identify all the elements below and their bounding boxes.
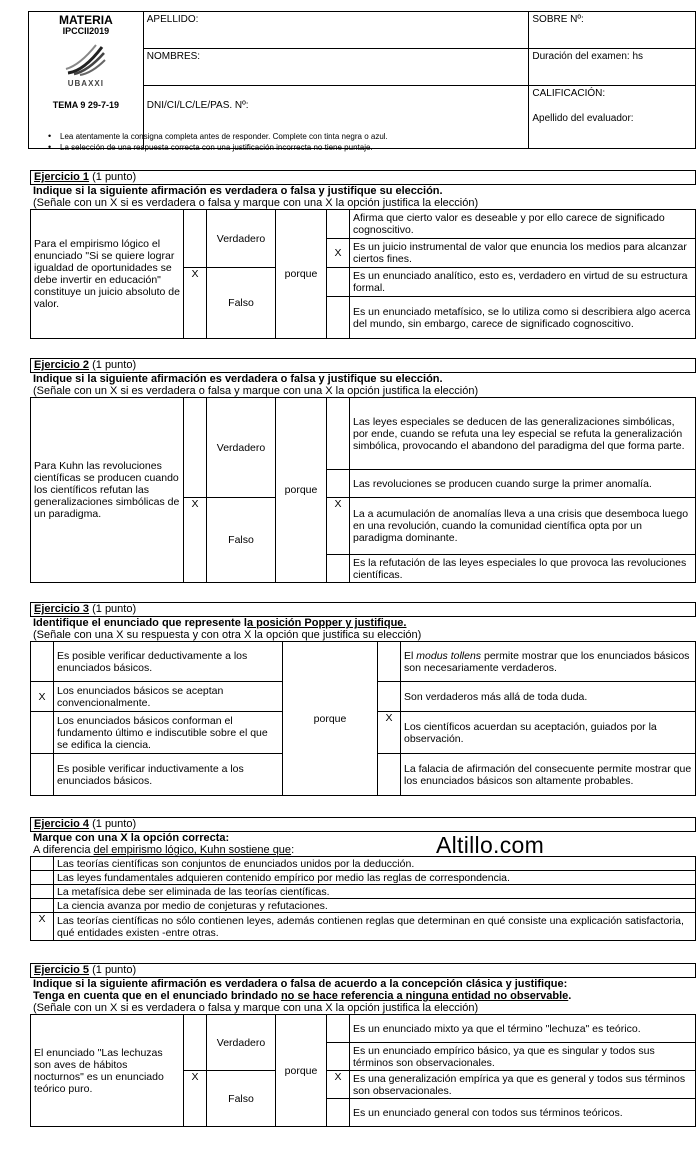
watermark: Altillo.com — [436, 832, 545, 858]
envelope-field[interactable]: SOBRE Nº: — [529, 12, 696, 49]
option-mark-box[interactable] — [327, 555, 350, 583]
option-mark-box[interactable] — [327, 297, 350, 339]
false-mark-box[interactable]: X — [184, 268, 207, 339]
statement-cell: Para Kuhn las revoluciones científicas se producen cuando los científicos refutan las generalizaciones simbólicas de un paradigma. — [31, 398, 184, 583]
exam-header — [28, 11, 696, 149]
option-text: Las leyes especiales se deducen de las generalizaciones simbólicas, por ende, cuando se refuta una ley especial se refuta la generalización simbólica, provocando el abandono del paradigma del que forma parte. — [350, 398, 696, 470]
statement-mark-box[interactable]: X — [31, 682, 54, 712]
because-label: porque — [283, 642, 378, 796]
true-mark-box[interactable] — [184, 1015, 207, 1071]
exercise-note: (Señale con un X si es verdadera o falsa y marque con una X la opción justifica la elección) — [33, 1002, 479, 1014]
answer-table — [30, 1014, 696, 1127]
subject-label: MATERIA — [58, 13, 113, 27]
false-label: Falso — [207, 498, 276, 583]
option-text: Es un juicio instrumental de valor que enuncia los medios para alcanzar ciertos fines. — [350, 239, 696, 268]
answer-table — [30, 641, 696, 796]
grade-field[interactable] — [529, 86, 696, 149]
option-text: Es un enunciado mixto ya que el término "lechuza" es teórico. — [350, 1015, 696, 1043]
exercise-note: A diferencia del empirismo lógico, Kuhn sostiene que: — [33, 844, 295, 856]
option-text: Es un enunciado empírico básico, ya que es singular y todos sus términos son observacionales. — [350, 1043, 696, 1071]
exercise-1 — [30, 170, 696, 339]
document-number-field[interactable]: DNI/CI/LC/LE/PAS. Nº: — [143, 86, 529, 149]
reason-mark-box[interactable]: X — [378, 712, 401, 754]
option-mark-box[interactable] — [327, 398, 350, 470]
exercise-note: (Señale con un X si es verdadera o falsa y marque con una X la opción justifica la elección) — [33, 385, 479, 397]
option-mark-box[interactable]: X — [327, 498, 350, 555]
exercise-instruction: Indique si la siguiente afirmación es verdadera o falsa y justifique su elección. — [33, 185, 443, 197]
subject-cell — [29, 12, 144, 149]
statement-option: Es posible verificar deductivamente a los enunciados básicos. — [54, 642, 283, 682]
exercise-instruction: Indique si la siguiente afirmación es verdadera o falsa de acuerdo a la concepción clásica y justifique: — [33, 978, 568, 990]
option-text: La ciencia avanza por medio de conjeturas y refutaciones. — [54, 899, 696, 913]
option-mark-box[interactable] — [31, 871, 54, 885]
option-text: Afirma que cierto valor es deseable y por ello carece de significado cognoscitivo. — [350, 210, 696, 239]
true-label: Verdadero — [207, 1015, 276, 1071]
reason-mark-box[interactable] — [378, 642, 401, 682]
exercise-2 — [30, 358, 696, 583]
grade-label: CALIFICACIÓN: — [532, 88, 606, 99]
reason-mark-box[interactable] — [378, 754, 401, 796]
instructions-list — [60, 131, 388, 153]
instruction-item: • La selección de una respuesta correcta con una justificación incorrecta no tiene puntaje. — [60, 142, 388, 153]
option-text: Las teorías científicas no sólo contienen leyes, además contienen reglas que determinan en qué consiste una explicación satisfactoria, qué entidades existen -entre otras. — [54, 913, 696, 941]
option-text: Es un enunciado general con todos sus términos teóricos. — [350, 1099, 696, 1127]
statement-mark-box[interactable] — [31, 712, 54, 754]
names-field[interactable]: NOMBRES: — [143, 49, 529, 86]
false-mark-box[interactable]: X — [184, 498, 207, 583]
exercise-title: Ejercicio 5 (1 punto) — [30, 963, 696, 978]
exercise-5 — [30, 963, 696, 1127]
exercise-instruction: Identifique el enunciado que represente la posición Popper y justifique. — [33, 617, 407, 629]
statement-option: Es posible verificar inductivamente a los enunciados básicos. — [54, 754, 283, 796]
option-mark-box[interactable] — [327, 210, 350, 239]
false-mark-box[interactable]: X — [184, 1071, 207, 1127]
exercise-title: Ejercicio 4 (1 punto) — [30, 817, 696, 832]
option-mark-box[interactable] — [327, 1043, 350, 1071]
option-mark-box[interactable] — [327, 470, 350, 498]
logo-text: UBAXXI — [67, 79, 104, 88]
option-mark-box[interactable]: X — [31, 913, 54, 941]
exercise-hint: Tenga en cuenta que en el enunciado brindado no se hace referencia a ninguna entidad no observable. — [33, 990, 572, 1002]
option-text: Es un enunciado metafísico, se lo utiliza como si describiera algo acerca del mundo, sin embargo, carece de significado cognoscitivo. — [350, 297, 696, 339]
because-label: porque — [276, 1015, 327, 1127]
option-text: Es una generalización empírica ya que es general y todos sus términos son observacionales. — [350, 1071, 696, 1099]
option-text: Las revoluciones se producen cuando surge la primer anomalía. — [350, 470, 696, 498]
reason-option: Son verdaderos más allá de toda duda. — [401, 682, 696, 712]
reason-mark-box[interactable] — [378, 682, 401, 712]
subject-code: IPCCII2019 — [62, 26, 110, 36]
option-mark-box[interactable] — [31, 899, 54, 913]
option-mark-box[interactable]: X — [327, 239, 350, 268]
option-text: Es la refutación de las leyes especiales lo que provoca las revoluciones científicas. — [350, 555, 696, 583]
option-mark-box[interactable] — [327, 1099, 350, 1127]
option-mark-box[interactable] — [31, 857, 54, 871]
evaluator-label: Apellido del evaluador: — [532, 113, 634, 124]
statement-cell: Para el empirismo lógico el enunciado "Si se quiere lograr igualdad de oportunidades se debe invertir en educación" constituye un juicio absoluto de valor. — [31, 210, 184, 339]
reason-option: La falacia de afirmación del consecuente permite mostrar que los enunciados básicos son altamente probables. — [401, 754, 696, 796]
option-mark-box[interactable] — [327, 1015, 350, 1043]
reason-option: Los científicos acuerdan su aceptación, guiados por la observación. — [401, 712, 696, 754]
true-label: Verdadero — [207, 210, 276, 268]
true-label: Verdadero — [207, 398, 276, 498]
statement-option: Los enunciados básicos conforman el fundamento último e indiscutible sobre el que se edifica la ciencia. — [54, 712, 283, 754]
statement-mark-box[interactable] — [31, 754, 54, 796]
statement-cell: El enunciado "Las lechuzas son aves de hábitos nocturnos" es un enunciado teórico puro. — [31, 1015, 184, 1127]
exercise-3 — [30, 602, 696, 796]
exercise-title: Ejercicio 1 (1 punto) — [30, 170, 696, 185]
exercise-note: (Señale con una X su respuesta y con otra X la opción que justifica su elección) — [33, 629, 422, 641]
exercise-note: (Señale con un X si es verdadera o falsa y marque con una X la opción justifica la elección) — [33, 197, 479, 209]
duration-field[interactable]: Duración del examen: hs — [529, 49, 696, 86]
exercise-instruction: Indique si la siguiente afirmación es verdadera o falsa y justifique su elección. — [33, 373, 443, 385]
option-text: Es un enunciado analítico, esto es, verdadero en virtud de su estructura formal. — [350, 268, 696, 297]
exercise-title: Ejercicio 2 (1 punto) — [30, 358, 696, 373]
option-text: Las leyes fundamentales adquieren contenido empírico por medio las reglas de correspondencia. — [54, 871, 696, 885]
option-text: La a acumulación de anomalías lleva a una crisis que desemboca luego en una revolución, cuando la comunidad científica opta por un paradigma dominante. — [350, 498, 696, 555]
exam-theme: TEMA 9 29-7-19 — [52, 100, 119, 110]
true-mark-box[interactable] — [184, 210, 207, 268]
option-text: La metafísica debe ser eliminada de las teorías científicas. — [54, 885, 696, 899]
option-mark-box[interactable]: X — [327, 1071, 350, 1099]
surname-field[interactable]: APELLIDO: — [143, 12, 529, 49]
because-label: porque — [276, 210, 327, 339]
instruction-item: • Lea atentamente la consigna completa antes de responder. Complete con tinta negra o azul. — [60, 131, 388, 142]
false-label: Falso — [207, 268, 276, 339]
exercise-title: Ejercicio 3 (1 punto) — [30, 602, 696, 617]
modus-tollens-term: modus tollens — [416, 649, 482, 662]
option-mark-box[interactable] — [31, 885, 54, 899]
exercise-4 — [30, 817, 696, 941]
because-label: porque — [276, 398, 327, 583]
option-text: Las teorías científicas son conjuntos de enunciados unidos por la deducción. — [54, 857, 696, 871]
answer-table — [30, 856, 696, 941]
statement-mark-box[interactable] — [31, 642, 54, 682]
false-label: Falso — [207, 1071, 276, 1127]
option-mark-box[interactable] — [327, 268, 350, 297]
true-mark-box[interactable] — [184, 398, 207, 498]
answer-table — [30, 209, 696, 339]
ubaxxi-logo-icon — [64, 43, 108, 77]
exercise-instruction: Marque con una X la opción correcta: — [33, 832, 230, 844]
answer-table — [30, 397, 696, 583]
reason-option: El modus tollens permite mostrar que los enunciados básicos son necesariamente verdaderos. — [401, 642, 696, 682]
statement-option: Los enunciados básicos se aceptan convencionalmente. — [54, 682, 283, 712]
